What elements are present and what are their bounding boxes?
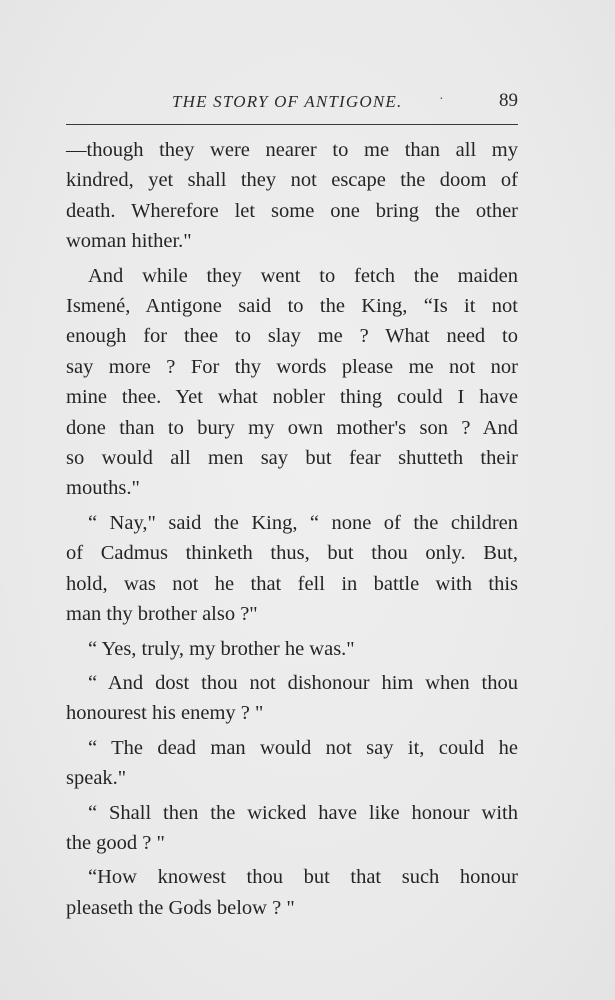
text-line: hold, was not he that fell in battle with this [66, 572, 518, 595]
paragraph [66, 508, 518, 630]
text-line: of Cadmus thinketh thus, but thou only. But, [66, 542, 518, 565]
text-line: “ And dost thou not dishonour him when thou [88, 671, 518, 694]
text-line: man thy brother also ?" [66, 603, 258, 626]
paragraph [66, 798, 518, 859]
text-line: —though they were nearer to me than all my [66, 139, 518, 161]
text-line: “How knowest thou but that such honour [88, 866, 518, 889]
paragraph [66, 261, 518, 504]
text-line: honourest his enemy ? " [66, 702, 264, 725]
header-dot: · [439, 92, 444, 107]
text-line: speak." [66, 767, 127, 790]
text-line: kindred, yet shall they not escape the doom of [66, 169, 518, 192]
text-line: “ The dead man would not say it, could he [88, 736, 518, 759]
text-line: “ Yes, truly, my brother he was." [88, 637, 355, 660]
paragraph [66, 135, 518, 257]
text-line: woman hither." [66, 230, 192, 253]
text-line: “ Nay," said the King, “ none of the children [88, 511, 518, 534]
body-text [66, 135, 518, 923]
text-line: mine thee. Yet what nobler thing could I have [66, 386, 518, 409]
header-rule [66, 124, 518, 125]
text-line: enough for thee to slay me ? What need to [66, 325, 518, 348]
text-line: Ismené, Antigone said to the King, “Is it not [66, 295, 518, 318]
running-title: THE STORY OF ANTIGONE. [172, 92, 403, 111]
paragraph [66, 862, 518, 923]
text-line: pleaseth the Gods below ? " [66, 896, 295, 919]
text-line: the good ? " [66, 831, 165, 854]
page-header [66, 88, 518, 118]
paragraph [66, 733, 518, 794]
text-line: mouths." [66, 477, 140, 500]
text-line: And while they went to fetch the maiden [88, 264, 518, 287]
page-number: 89 [499, 90, 518, 111]
text-line: say more ? For thy words please me not nor [66, 355, 518, 378]
text-line: “ Shall then the wicked have like honour with [88, 801, 518, 824]
paragraph [66, 634, 518, 664]
text-line: so would all men say but fear shutteth their [66, 447, 518, 470]
text-line: death. Wherefore let some one bring the other [66, 199, 518, 222]
text-line: done than to bury my own mother's son ? And [66, 416, 518, 439]
paragraph [66, 668, 518, 729]
